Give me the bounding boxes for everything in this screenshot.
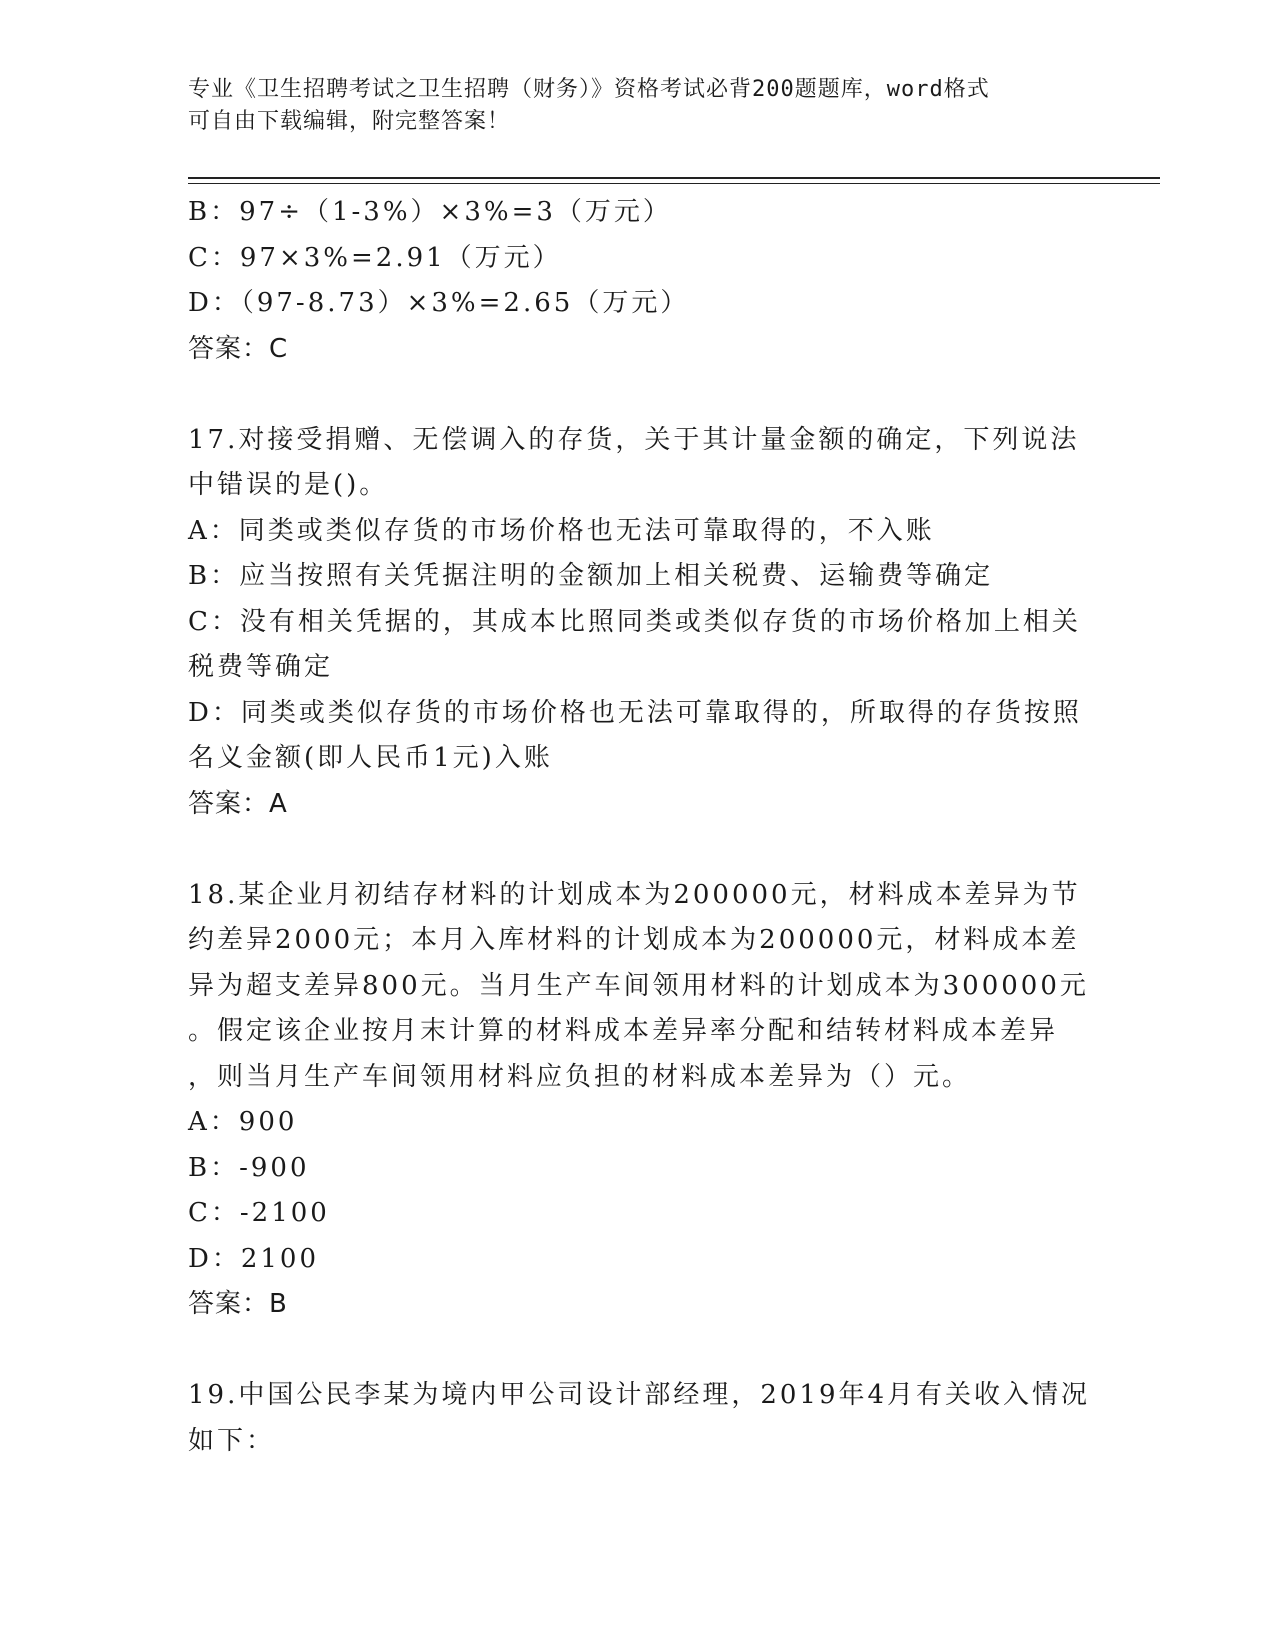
q18-question-line: ，则当月生产车间领用材料应负担的材料成本差异为（）元。 xyxy=(188,1061,972,1092)
q17-answer: 答案：A xyxy=(188,788,288,819)
q16-option-b: B：97÷（1-3%）×3%=3（万元） xyxy=(188,197,672,227)
q17-option-line: B：应当按照有关凭据注明的金额加上相关税费、运输费等确定 xyxy=(188,561,994,591)
q19-question-line: 19.中国公民李某为境内甲公司设计部经理，2019年4月有关收入情况 xyxy=(188,1380,1091,1410)
q17-option-line: 名义金额(即人民币1元)入账 xyxy=(188,743,553,773)
spacer xyxy=(188,372,1088,418)
question-16-fragment xyxy=(188,190,1088,372)
q19-question-line: 如下： xyxy=(188,1425,276,1456)
q17-question-line: 中错误的是()。 xyxy=(188,470,389,500)
q18-question-line: 。假定该企业按月末计算的材料成本差异率分配和结转材料成本差异 xyxy=(188,1016,1059,1046)
header-line-1: 专业《卫生招聘考试之卫生招聘（财务）》资格考试必背200题题库，word格式 xyxy=(188,77,990,102)
spacer xyxy=(188,1328,1088,1374)
q17-option-line: C：没有相关凭据的，其成本比照同类或类似存货的市场价格加上相关 xyxy=(188,606,1081,637)
q17-option-line: 税费等确定 xyxy=(188,652,334,682)
q16-option-c: C：97×3%=2.91（万元） xyxy=(188,242,562,273)
q18-answer: 答案：B xyxy=(188,1289,288,1319)
header-rule-thick xyxy=(188,177,1160,179)
q18-option-a: A：900 xyxy=(188,1107,298,1137)
q17-question-line: 17.对接受捐赠、无偿调入的存货，关于其计量金额的确定，下列说法 xyxy=(188,424,1080,455)
header-rule-thin xyxy=(188,183,1160,184)
spacer xyxy=(188,827,1088,873)
q16-option-d: D：（97-8.73）×3%=2.65（万元） xyxy=(188,288,690,318)
q18-question-line: 18.某企业月初结存材料的计划成本为200000元，材料成本差异为节 xyxy=(188,879,1081,910)
question-18 xyxy=(188,873,1088,1328)
q18-question-line: 异为超支差异800元。当月生产车间领用材料的计划成本为300000元 xyxy=(188,970,1089,1001)
q18-option-c: C：-2100 xyxy=(188,1198,330,1228)
q17-option-line: A：同类或类似存货的市场价格也无法可靠取得的，不入账 xyxy=(188,515,935,546)
q18-question-line: 约差异2000元；本月入库材料的计划成本为200000元，材料成本差 xyxy=(188,925,1080,955)
q18-option-b: B：-900 xyxy=(188,1152,310,1183)
document-header xyxy=(188,74,1088,138)
document-body xyxy=(188,190,1091,1464)
q17-option-line: D：同类或类似存货的市场价格也无法可靠取得的，所取得的存货按照 xyxy=(188,697,1082,728)
question-17 xyxy=(188,418,1088,828)
q18-option-d: D：2100 xyxy=(188,1243,320,1274)
question-19 xyxy=(188,1373,1091,1464)
header-line-2: 可自由下载编辑，附完整答案！ xyxy=(188,109,511,134)
q16-answer: 答案：C xyxy=(188,333,289,364)
